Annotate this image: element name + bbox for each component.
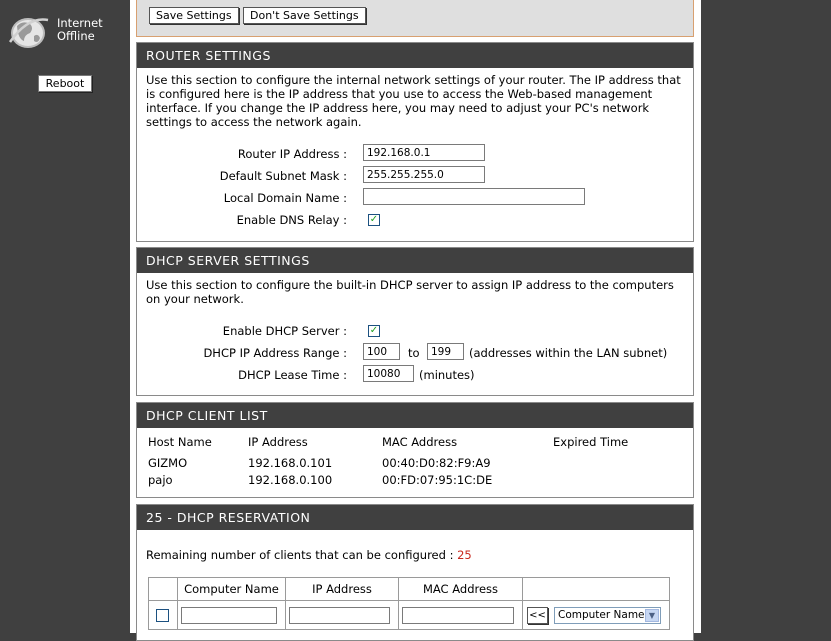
dhcp-client-list-section: [136, 402, 694, 498]
enable-dhcp-label: Enable DHCP Server :: [222, 324, 347, 338]
computer-name-select[interactable]: [554, 607, 661, 624]
right-sidebar: [701, 0, 831, 633]
client-ip: 192.168.0.100: [248, 473, 333, 487]
remaining-clients-label: Remaining number of clients that can be configured :: [146, 548, 454, 562]
subnet-mask-label: Default Subnet Mask :: [219, 169, 347, 183]
dhcp-reservation-title: 25 - DHCP RESERVATION: [137, 505, 693, 530]
reservation-row: [149, 601, 670, 630]
client-host: pajo: [148, 473, 173, 487]
status-line-1: Internet: [57, 16, 103, 30]
reservation-header-row: [149, 578, 670, 601]
reboot-button[interactable]: Reboot: [38, 75, 92, 92]
globe-icon: [7, 12, 51, 52]
client-host: GIZMO: [148, 456, 188, 470]
remaining-clients-text: [146, 548, 472, 562]
enable-dhcp-checkbox[interactable]: ✓: [369, 325, 379, 336]
dhcp-server-description: Use this section to configure the built-in DHCP server to assign IP address to the computers on your network.: [146, 278, 674, 306]
dhcp-range-label: DHCP IP Address Range :: [203, 346, 347, 360]
remaining-clients-count: 25: [457, 548, 472, 562]
row-ip-cell: [286, 601, 399, 630]
dont-save-settings-button[interactable]: Don't Save Settings: [243, 7, 366, 24]
internet-status: [57, 17, 103, 43]
dhcp-server-section: [136, 247, 694, 396]
save-settings-button[interactable]: Save Settings: [149, 7, 239, 24]
router-settings-description: Use this section to configure the internal network settings of your router. The IP address that is configured here is the IP address that you use to access the Web-based management interface. If you change the IP address here, you may need to adjust your PC's network settings to access the network again.: [146, 73, 681, 129]
reservation-table: [148, 577, 670, 630]
router-ip-label: Router IP Address :: [237, 147, 347, 161]
lease-time-input[interactable]: [363, 365, 414, 382]
header-ip-address: IP Address: [286, 578, 399, 601]
reservation-ip-input[interactable]: [289, 607, 390, 624]
client-mac: 00:FD:07:95:1C:DE: [382, 473, 493, 487]
status-line-2: Offline: [57, 29, 95, 43]
local-domain-input[interactable]: [363, 188, 585, 205]
local-domain-label: Local Domain Name :: [223, 191, 347, 205]
range-to-label: to: [408, 346, 420, 360]
dns-relay-checkbox[interactable]: ✓: [369, 214, 379, 225]
row-mac-cell: [399, 601, 523, 630]
client-mac: 00:40:D0:82:F9:A9: [382, 456, 491, 470]
lease-time-unit: (minutes): [419, 368, 475, 382]
router-settings-title: ROUTER SETTINGS: [137, 43, 693, 68]
col-ip-address: IP Address: [248, 435, 308, 449]
router-ip-input[interactable]: [363, 144, 485, 161]
row-computer-name-cell: [178, 601, 286, 630]
dns-relay-label: Enable DNS Relay :: [236, 213, 347, 227]
col-mac-address: MAC Address: [382, 435, 458, 449]
left-sidebar: [0, 0, 130, 633]
header-select-cell: [149, 578, 178, 601]
col-host-name: Host Name: [148, 435, 212, 449]
row-select-cell: [149, 601, 178, 630]
dhcp-range-end-input[interactable]: [427, 343, 464, 360]
range-note: (addresses within the LAN subnet): [469, 346, 668, 360]
router-settings-section: [136, 42, 694, 242]
subnet-mask-input[interactable]: [363, 166, 485, 183]
dhcp-reservation-section: [136, 504, 694, 641]
action-bar: [136, 0, 694, 37]
reservation-computer-name-input[interactable]: [181, 607, 277, 624]
client-ip: 192.168.0.101: [248, 456, 333, 470]
main-content: [130, 0, 701, 633]
header-computer-name: Computer Name: [178, 578, 286, 601]
header-mac-address: MAC Address: [399, 578, 523, 601]
chevron-down-icon[interactable]: ▼: [645, 609, 659, 622]
dhcp-server-title: DHCP SERVER SETTINGS: [137, 248, 693, 273]
reservation-row-checkbox[interactable]: [156, 609, 169, 622]
computer-name-select-value: Computer Name: [558, 609, 645, 621]
dhcp-client-list-title: DHCP CLIENT LIST: [137, 403, 693, 428]
dhcp-range-start-input[interactable]: [363, 343, 400, 360]
row-action-cell: [523, 601, 670, 630]
reservation-mac-input[interactable]: [402, 607, 514, 624]
lease-time-label: DHCP Lease Time :: [238, 368, 347, 382]
copy-computer-button[interactable]: <<: [527, 607, 548, 624]
header-action-cell: [523, 578, 670, 601]
col-expired-time: Expired Time: [553, 435, 629, 449]
